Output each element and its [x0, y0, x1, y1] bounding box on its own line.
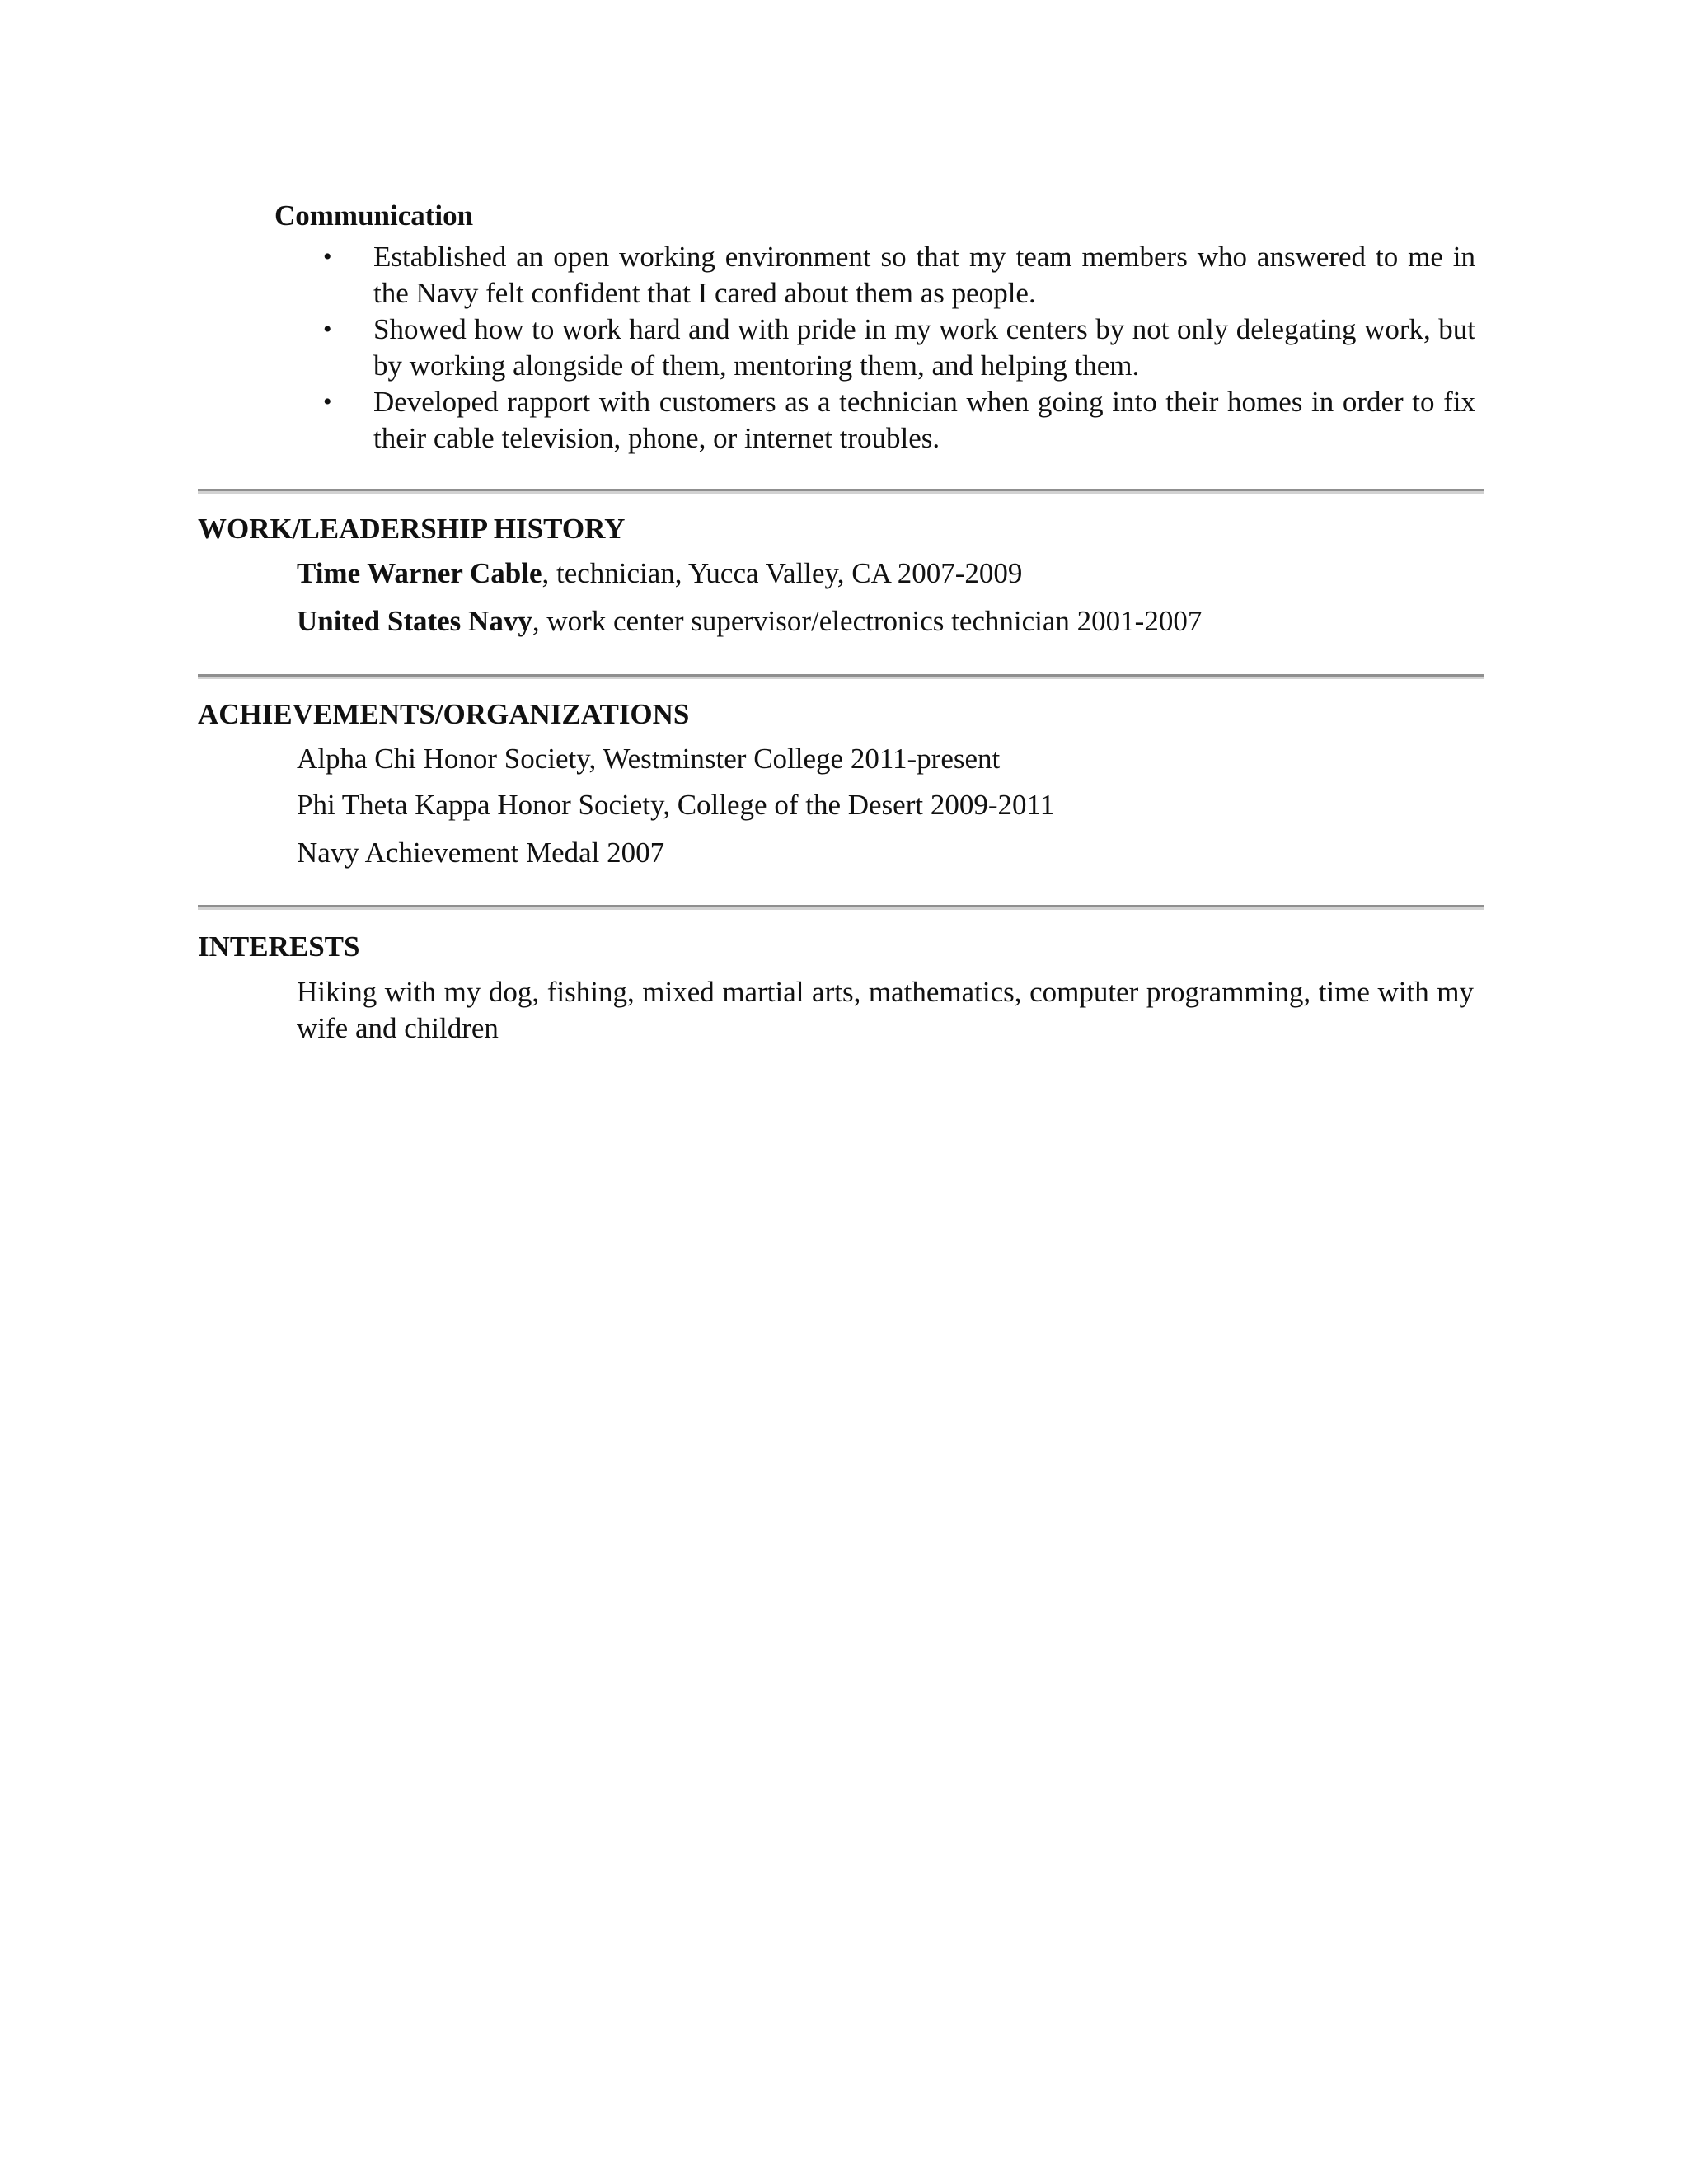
list-item [313, 312, 1475, 384]
interests-text: Hiking with my dog, fishing, mixed martial arts, mathematics, computer programming, time with my wife and children [297, 976, 1474, 1044]
employer-name: United States Navy [297, 605, 532, 637]
bullet-text: Showed how to work hard and with pride in my work centers by not only delegating work, but by working alongside of them, mentoring them, and helping them. [373, 313, 1475, 382]
employer-detail: , technician, Yucca Valley, CA 2007-2009 [542, 557, 1023, 589]
employer-name: Time Warner Cable [297, 557, 542, 589]
work-history-heading: WORK/LEADERSHIP HISTORY [198, 513, 626, 545]
achievements-heading: ACHIEVEMENTS/ORGANIZATIONS [198, 698, 690, 730]
section-divider [198, 905, 1484, 910]
section-divider [198, 674, 1484, 679]
communication-heading: Communication [274, 199, 474, 232]
achievement-item: Alpha Chi Honor Society, Westminster College 2011-present [297, 743, 1001, 775]
bullet-icon: • [323, 388, 332, 415]
list-item [313, 384, 1475, 457]
achievement-item: Navy Achievement Medal 2007 [297, 837, 665, 869]
achievement-item: Phi Theta Kappa Honor Society, College of the Desert 2009-2011 [297, 789, 1055, 821]
work-entry [297, 555, 1022, 592]
section-divider [198, 489, 1484, 494]
bullet-text: Established an open working environment so that my team members who answered to me in the Navy felt confident that I cared about them as people. [373, 241, 1475, 309]
employer-detail: , work center supervisor/electronics technician 2001-2007 [532, 605, 1203, 637]
bullet-icon: • [323, 243, 332, 270]
communication-bullet-list [313, 239, 1475, 457]
bullet-text: Developed rapport with customers as a technician when going into their homes in order to fix their cable television, phone, or internet troubles. [373, 386, 1475, 454]
work-entry [297, 603, 1202, 640]
list-item [313, 239, 1475, 312]
interests-heading: INTERESTS [198, 930, 360, 963]
bullet-icon: • [323, 316, 332, 343]
